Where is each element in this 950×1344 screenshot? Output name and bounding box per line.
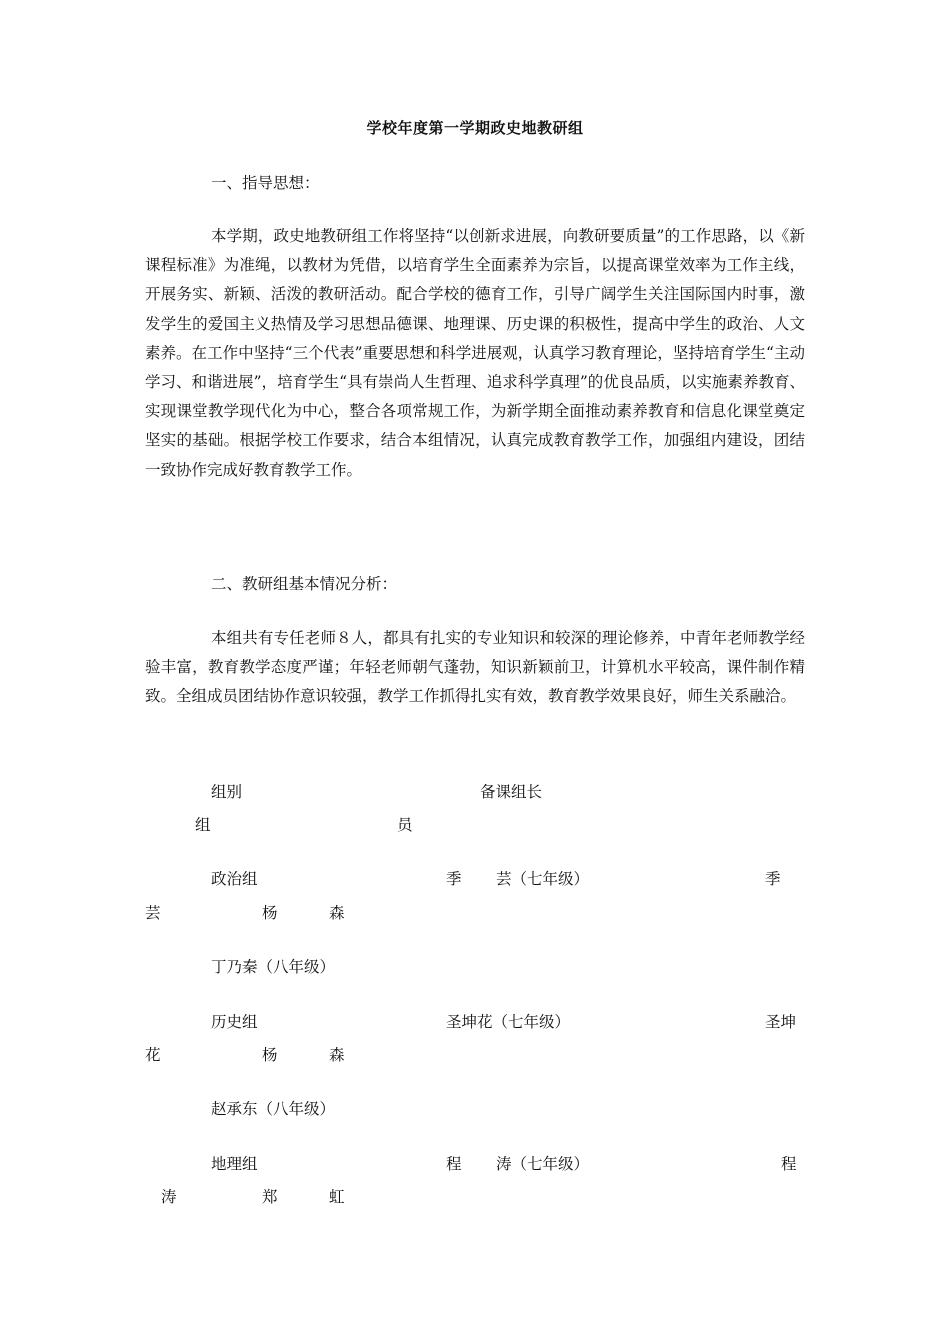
group-member: 虹 <box>329 1188 345 1206</box>
group-name: 历史组 <box>211 1013 258 1031</box>
document-title: 学校年度第一学期政史地教研组 <box>366 119 584 137</box>
group-member: 森 <box>329 904 345 922</box>
section2-body: 本组共有专任老师８人，都具有扎实的专业知识和较深的理论修养，中青年老师教学经验丰富，教育教学态度严谨；年轻老师朝气蓬勃，知识新颖前卫，计算机水平较高，课件制作精致。全组成员团结协作意识较强，教学工作抓得扎实有效，教育教学效果良好，师生关系融洽。 <box>145 629 805 706</box>
header-leader-label: 备课组长 <box>480 783 543 801</box>
group-leader: 涛（七年级） <box>496 1155 590 1173</box>
header-members-label: 员 <box>397 816 413 834</box>
group-leader: 赵承东（八年级） <box>211 1100 336 1118</box>
group-member: 杨 <box>262 904 278 922</box>
header-group-label: 组别 <box>211 783 243 801</box>
section2-heading: 二、教研组基本情况分析： <box>211 575 398 593</box>
group-leader: 季 <box>446 870 462 888</box>
section1-body: 本学期，政史地教研组工作将坚持“以创新求进展，向教研要质量”的工作思路，以《新课程标准》为准绳，以教材为凭借，以培育学生全面素养为宗旨，以提高课堂效率为工作主线，开展务实、新颖、活泼的教研活动。配合学校的德育工作，引导广阔学生关注国际国内时事，激发学生的爱国主义热情及学习思想品德课、地理课、历史课的积极性，提高中学生的政治、人文素养。在工作中坚持“三个代表”重要思想和科学进展观，认真学习教育理论，坚持培育学生“主动学习、和谐进展”，培育学生“具有崇尚人生哲理、追求科学真理”的优良品质，以实施素养教育、实现课堂教学现代化为中心，整合各项常规工作，为新学期全面推动素养教育和信息化课堂奠定坚实的基础。根据学校工作要求，结合本组情况，认真完成教育教学工作，加强组内建设，团结一致协作完成好教育教学工作。 <box>145 227 805 479</box>
group-member: 花 <box>145 1046 161 1064</box>
header-group-label-wrap: 组 <box>195 816 211 834</box>
group-name: 政治组 <box>211 870 258 888</box>
group-member: 郑 <box>262 1188 278 1206</box>
group-member: 森 <box>329 1046 345 1064</box>
section1-heading: 一、指导思想： <box>211 174 320 192</box>
group-member: 季 <box>765 870 781 888</box>
group-leader: 程 <box>446 1155 462 1173</box>
group-leader: 芸（七年级） <box>496 870 590 888</box>
group-member: 涛 <box>161 1188 177 1206</box>
group-member: 圣坤 <box>765 1013 797 1031</box>
group-member: 杨 <box>262 1046 278 1064</box>
group-member: 程 <box>781 1155 797 1173</box>
group-leader: 丁乃秦（八年级） <box>211 958 336 976</box>
group-name: 地理组 <box>211 1155 258 1173</box>
group-leader: 圣坤花（七年级） <box>446 1013 571 1031</box>
group-member: 芸 <box>145 904 161 922</box>
